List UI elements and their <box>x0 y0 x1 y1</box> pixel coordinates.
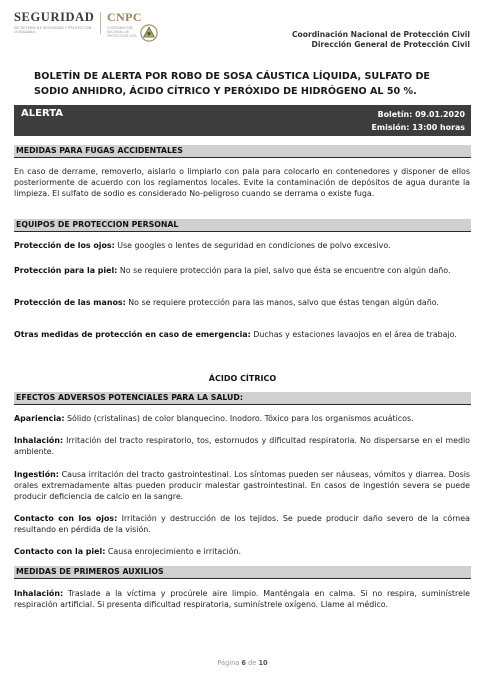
institution-line-1: Coordinación Nacional de Protección Civil <box>291 30 470 39</box>
inhalation-effects-label: Inhalación: <box>14 436 64 445</box>
section-title-first-aid: MEDIDAS DE PRIMEROS AUXILIOS <box>16 567 164 576</box>
section-title-health: EFECTOS ADVERSOS POTENCIALES PARA LA SALUD: <box>16 393 243 402</box>
section-header-health <box>14 392 471 405</box>
seguridad-logo <box>14 10 96 34</box>
paragraph-eye-contact <box>14 513 470 535</box>
eye-protection-text: Use googles o lentes de seguridad en condiciones de polvo excesivo. <box>114 241 391 250</box>
appearance-text: Sólido (cristalinas) de color blanquecino. Inodoro. Tóxico para los organismos acuáticos. <box>64 414 414 423</box>
page-header <box>14 10 474 50</box>
hand-protection-label: Protección de las manos: <box>14 298 126 307</box>
alert-bar <box>14 105 471 136</box>
cnpc-logo <box>107 10 167 38</box>
ingestion-label: Ingestión: <box>14 470 59 479</box>
page-number: 6 <box>241 659 247 667</box>
cnpc-logo-subtext: COORDINACIÓN NACIONAL DE PROTECCIÓN CIVIL <box>107 26 137 38</box>
section-header-spills <box>14 145 471 158</box>
first-aid-inhalation-text: Traslade a la víctima y procúrele aire limpio. Manténgala en calma. Si no respira, suminístrele respiración artificial. Si presenta dificultad respiratoria, suminístrele oxígeno. Llame al médico. <box>14 589 470 610</box>
section-header-ppe <box>14 219 471 232</box>
first-aid-inhalation-label: Inhalación: <box>14 589 64 598</box>
eye-protection-label: Protección de los ojos: <box>14 241 115 250</box>
paragraph-appearance <box>14 413 470 424</box>
cnpc-logo-text: CNPC <box>107 10 142 24</box>
other-protection-text: Duchas y estaciones lavaojos en el área de trabajo. <box>250 330 457 339</box>
page-middle: de <box>246 659 259 667</box>
emission-time: Emisión: 13:00 horas <box>371 123 465 132</box>
paragraph-skin-protection <box>14 265 470 276</box>
bulletin-title: BOLETÍN DE ALERTA POR ROBO DE SOSA CÁUSTICA LÍQUIDA, SULFATO DE SODIO ANHIDRO, ÁCIDO CÍTRICO Y PERÓXIDO DE HIDRÓGENO AL 50 %. <box>34 71 430 97</box>
paragraph-spills: En caso de derrame, removerlo, aislarlo o limpiarlo con pala para colocarlo en contenedores y disponer de ellos posteriormente de acuerdo con los reglamentos locales. Evite la contaminación de depósitos de agua durante la limpieza. El sulfato de sodio es considerado No-peligroso cuando se derrama o existe fuga. <box>14 167 470 199</box>
bulletin-date: Boletín: 09.01.2020 <box>377 110 465 119</box>
paragraph-other-protection <box>14 329 470 340</box>
hand-protection-text: No se requiere protección para las manos, salvo que éstas tengan algún daño. <box>125 298 439 307</box>
page-total: 10 <box>258 659 268 667</box>
alert-meta <box>372 108 465 134</box>
seguridad-logo-subtext: SECRETARÍA DE SEGURIDAD Y PROTECCIÓN CIUDADANA <box>14 26 92 34</box>
paragraph-inhalation-effects <box>14 435 470 457</box>
section-header-first-aid <box>14 566 471 579</box>
inhalation-effects-text: Irritación del tracto respiratorio, tos, estornudos y dificultad respiratoria. No dispersarse en el medio ambiente. <box>14 436 470 457</box>
skin-contact-text: Causa enrojecimiento e irritación. <box>105 547 242 556</box>
institution-line-2: Dirección General de Protección Civil <box>311 40 470 49</box>
substance-heading-citric-acid: ÁCIDO CÍTRICO <box>208 374 277 383</box>
paragraph-hand-protection <box>14 297 470 308</box>
eye-contact-text: Irritación y destrucción de los tejidos. Se puede producir daño severo de la córnea resultando en pérdida de la visión. <box>14 514 470 535</box>
institution-block <box>292 30 470 50</box>
alert-label: ALERTA <box>21 108 63 119</box>
other-protection-label: Otras medidas de protección en caso de emergencia: <box>14 330 251 339</box>
skin-protection-label: Protección para la piel: <box>14 266 118 275</box>
seguridad-logo-text: SEGURIDAD <box>14 10 95 24</box>
section-title-spills: MEDIDAS PARA FUGAS ACCIDENTALES <box>16 146 183 155</box>
paragraph-first-aid-inhalation <box>14 588 470 610</box>
skin-contact-label: Contacto con la piel: <box>14 547 106 556</box>
logo-divider <box>100 12 101 34</box>
page-footer <box>0 659 485 667</box>
page-prefix: Página <box>217 659 242 667</box>
skin-protection-text: No se requiere protección para la piel, salvo que ésta se encuentre con algún daño. <box>117 266 451 275</box>
section-title-ppe: EQUIPOS DE PROTECCION PERSONAL <box>16 220 179 229</box>
paragraph-ingestion <box>14 469 470 503</box>
paragraph-skin-contact <box>14 546 470 557</box>
appearance-label: Apariencia: <box>14 414 65 423</box>
eye-contact-label: Contacto con los ojos: <box>14 514 118 523</box>
civil-protection-emblem-icon <box>140 24 158 42</box>
paragraph-eye-protection <box>14 240 470 251</box>
ingestion-text: Causa irritación del tracto gastrointestinal. Los síntomas pueden ser náuseas, vómitos y diarrea. Dosis orales extremadamente altas pueden producir malestar gastrointestinal. En casos de ingestión severa se puede producir deficiencia de calcio en la sangre. <box>14 470 470 502</box>
